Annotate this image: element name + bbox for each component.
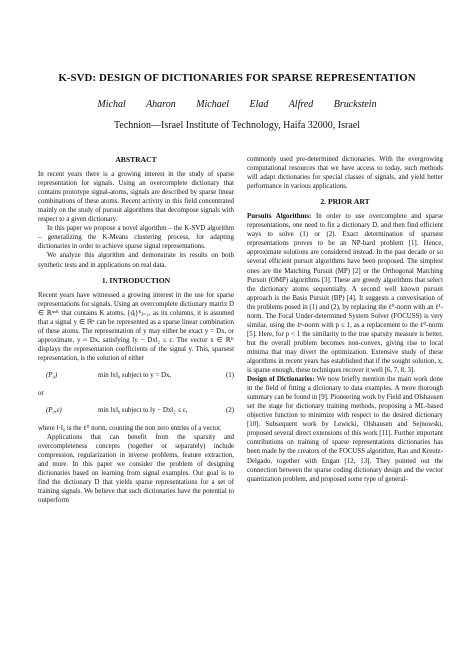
section-heading: 1. INTRODUCTION (101, 275, 171, 285)
author-name: Alfred Bruckstein (288, 99, 377, 110)
abstract-heading: ABSTRACT (115, 155, 157, 164)
author-list (0, 99, 474, 110)
equation-body: min ‖x‖₀ subject to y = Dx, (98, 371, 172, 379)
affiliation: Technion—Israel Institute of Technology, Haifa 32000, Israel (113, 120, 361, 131)
equation-number: (1) (225, 371, 234, 379)
equation-1 (38, 368, 234, 384)
runin-heading: Design of Dictionaries: (247, 376, 315, 384)
abstract-paragraph: In recent years there is a growing interest in the study of sparse representation for signals. Using an overcomplete dictionary that contains prototype signal-atoms, signals are described by sparse linear combinations of these atoms. Recent activity in this field concentrated mainly on the study of pursuit algorithms that decompose signals with respect to a given dictionary. (38, 171, 234, 224)
abstract-paragraph: In this paper we propose a novel algorithm – the K-SVD algorithm – generalizing the K-Means clustering process, for adapting dictionaries in order to achieve sparse signal representations. (38, 225, 234, 251)
abstract-paragraph: We analyze this algorithm and demonstrate its results on both synthetic tests and in applications on real data. (38, 252, 234, 269)
right-column (247, 155, 443, 484)
equation-label: (P₀,ε) (46, 407, 62, 415)
body-paragraph: Recent years have witnessed a growing interest in the use for sparse representations for signals. Using an overcomplete dictionary matrix D ∈ ℝⁿˣᴷ that contains K atoms, {dⱼ}ᴷⱼ₌₁, as its columns, it is assumed that a signal y ∈ ℝⁿ can be represented as a sparse linear combination of these atoms. The representation of y may either be exact y = Dx, or approximate, y ≈ Dx, satisfying ‖y − Dx‖₂ ≤ ε. The vector x ∈ ℝᴷ displays the representation coefficients of the signal y. This, sparsest representation, is the solution of either (38, 291, 234, 362)
equation-label: (P₀) (46, 371, 58, 379)
paragraph-text: In order to use overcomplete and sparse representations, one need to fix a dictionary D, and then find efficient ways to solve (1) or (2). Exact determination of sparsest representations proves to be an NP-hard problem [1]. Hence, approximate solutions are considered instead. In the past decade or so several efficient pursuit algorithms have been proposed. The simplest ones are the Matching Pursuit (MP) [2] or the Orthogonal Matching Pursuit (OMP) algorithms [3]. These are greedy algorithms that select the dictionary atoms sequentially. A second well known pursuit approach is the Basis Pursuit (BP) [4]. It suggests a convexisation of the problems posed in (1) and (2), by replacing the ℓ⁰-norm with an ℓ¹-norm. The Focal Under-determined System Solver (FOCUSS) is very similar, using the ℓᵖ-norm with p ≤ 1, as a replacement to the ℓ⁰-norm [5]. Here, for p < 1 the similarity to the true sparsity measure is better, but the overall problem becomes non-convex, giving rise to local minima that may divert the optimization. Extensive study of these algorithms in recent years has established that if the sought solution, x, is sparse enough, these techniques recover it well [6, 7, 8, 3]. (247, 213, 444, 375)
section-heading: 2. PRIOR ART (320, 197, 370, 207)
body-paragraph (247, 375, 443, 484)
author-name: Michal Aharon (97, 99, 176, 110)
body-paragraph (247, 212, 443, 375)
paragraph-text: We now briefly mention the main work done in the field of fitting a dictionary to data examples. A more thorough summary can be found in [9]. Pioneering work by Field and Olshausen set the stage for dictionary training methods, proposing a ML-based objective function to minimize with respect to the desired dictionary [10]. Subsequent work by Lewicki, Olshausen and Sejnowski, proposed several direct extensions of this work [11]. Further important contributions on training of sparse representations dictionaries has been made by the creators of the FOCUSS algorithm, Rao and Kreutz-Delgado, together with Engan [12, 13]. They pointed out the connection between the sparse coding dictionary design and the vector quantization problem, and proposed some type of general- (247, 376, 444, 483)
equation-number: (2) (225, 407, 234, 415)
body-paragraph: commonly used pre-determined dictionaries. With the evergrowing computational resources that we have access to today, such methods will adapt dictionaries for special classes of signals, and yield better performance in various applications. (247, 156, 443, 191)
left-column (38, 155, 234, 505)
body-paragraph: Applications that can benefit from the sparsity and overcompleteness concepts (together or separately) include compression, regularization in inverse problems, feature extraction, and more. In this paper we consider the problem of designing dictionaries based on learning from signal examples. Our goal is to find the dictionary D that yields sparse representations for a set of training signals. We believe that such dictionaries have the potential to outperform (38, 434, 234, 505)
body-paragraph: where ‖·‖₀ is the ℓ⁰ norm, counting the non zero entries of a vector. (38, 425, 222, 433)
body-text: or (38, 389, 44, 397)
author-name: Michael Elad (196, 99, 269, 110)
paper-title: K-SVD: DESIGN OF DICTIONARIES FOR SPARSE REPRESENTATION (58, 72, 416, 84)
runin-heading: Pursuits Algorithms: (247, 213, 312, 221)
equation-body: min ‖x‖₀ subject to ‖y − Dx‖₂ ≤ ε, (98, 407, 188, 415)
equation-2 (38, 403, 234, 419)
